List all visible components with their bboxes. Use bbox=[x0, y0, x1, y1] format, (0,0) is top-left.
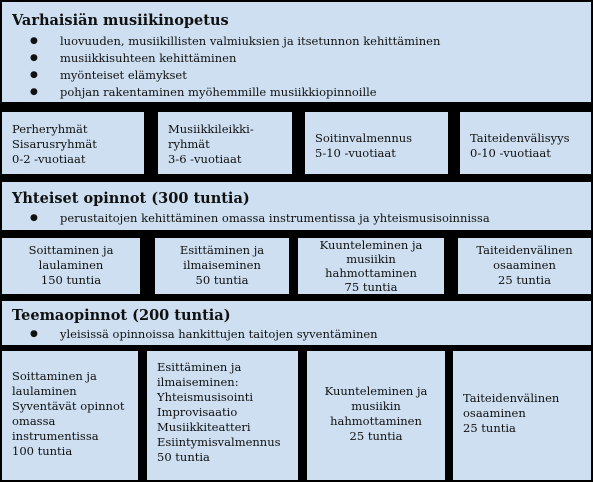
bullet-item: ● perustaitojen kehittäminen omassa instrumentissa ja yhteismusisoinnissa bbox=[30, 210, 490, 227]
common-listening: Kuunteleminen ja musiikin hahmottaminen 75 tuntia bbox=[298, 238, 444, 294]
bullet-item: ● myönteiset elämykset bbox=[30, 67, 440, 84]
group-music-play: Musiikkileikki- ryhmät 3-6 -vuotiaat bbox=[158, 112, 292, 174]
theme-interdisciplinary: Taiteidenvälinen osaaminen 25 tuntia bbox=[453, 351, 591, 480]
bullet-item: ● musiikkisuhteen kehittäminen bbox=[30, 50, 440, 67]
theme-listening: Kuunteleminen ja musiikin hahmottaminen 25 tuntia bbox=[307, 351, 445, 480]
bullet-item: ● luovuuden, musiikillisten valmiuksien ja itsetunnon kehittäminen bbox=[30, 33, 440, 50]
theme-playing-singing: Soittaminen ja laulaminen Syventävät opinnot omassa instrumentissa 100 tuntia bbox=[2, 351, 138, 480]
bullet-item: ● pohjan rakentaminen myöhemmille musiikkiopinnoille bbox=[30, 84, 440, 101]
section-early-childhood bbox=[2, 2, 591, 102]
bullet-list bbox=[30, 326, 378, 343]
section-theme-studies bbox=[2, 301, 591, 345]
section-common-studies bbox=[2, 182, 591, 230]
theme-performing: Esittäminen ja ilmaiseminen: Yhteismusisointi Improvisaatio Musiikkiteatteri Esiintymisvalmennus 50 tuntia bbox=[147, 351, 298, 480]
section-title: Varhaisiän musiikinopetus bbox=[12, 12, 229, 29]
common-playing-singing: Soittaminen ja laulaminen 150 tuntia bbox=[2, 238, 140, 294]
bullet-item: ● yleisissä opinnoissa hankittujen taitojen syventäminen bbox=[30, 326, 378, 343]
section-title: Teemaopinnot (200 tuntia) bbox=[12, 307, 231, 324]
common-performing: Esittäminen ja ilmaiseminen 50 tuntia bbox=[155, 238, 289, 294]
section-title: Yhteiset opinnot (300 tuntia) bbox=[12, 190, 250, 207]
group-interdisciplinary: Taiteidenvälisyys 0-10 -vuotiaat bbox=[460, 112, 591, 174]
bullet-list bbox=[30, 33, 440, 101]
group-instrument-prep: Soitinvalmennus 5-10 -vuotiaat bbox=[305, 112, 448, 174]
bullet-list bbox=[30, 210, 490, 227]
common-interdisciplinary: Taiteidenvälinen osaaminen 25 tuntia bbox=[458, 238, 591, 294]
group-family: Perheryhmät Sisarusryhmät 0-2 -vuotiaat bbox=[2, 112, 144, 174]
